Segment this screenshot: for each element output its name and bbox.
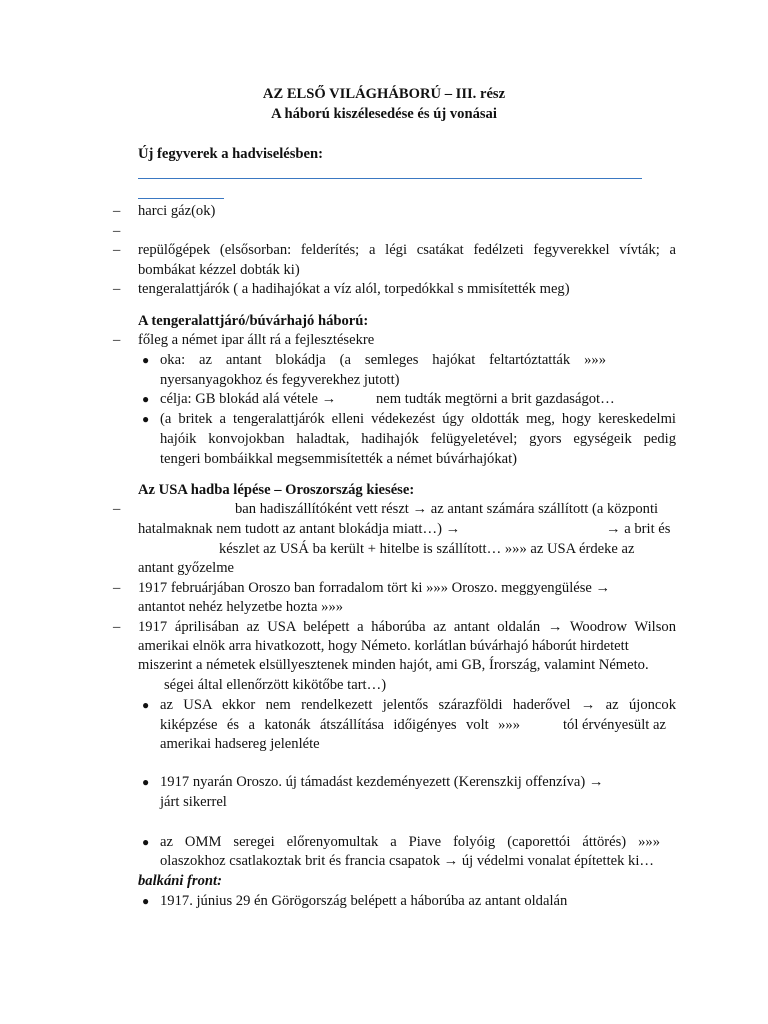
blank-line-rule bbox=[138, 178, 642, 179]
list-item-continued: miszerint a németek elsüllyesztenek minden hajót, ami GB, Írország, valamint Németo. bbox=[138, 657, 649, 673]
dash-bullet: – bbox=[113, 223, 121, 239]
section-heading-submarine-war: A tengeralattjáró/búvárhajó háború: bbox=[138, 313, 369, 329]
section-heading-balkan-front: balkáni front: bbox=[138, 873, 222, 889]
list-item-continued: ségei által ellenőrzött kikötőbe tart…) bbox=[164, 677, 387, 693]
bullet-item-continued: tengeri bombáikkal megsemmisítették a német búvárhajókat) bbox=[160, 451, 518, 467]
dash-bullet: – bbox=[113, 580, 121, 596]
paragraph-line: ban hadiszállítóként vett részt → az antant számára szállított (a központi bbox=[235, 501, 659, 517]
paragraph-line: hatalmaknak nem tudott az antant blokádja miatt…) → bbox=[138, 521, 461, 537]
bullet-item-continued: olaszokhoz csatlakoztak brit és francia csapatok → új védelmi vonalat építettek ki… bbox=[160, 853, 654, 869]
bullet-item: 1917 nyarán Oroszo. új támadást kezdeményezett (Kerenszkij offenzíva) → bbox=[160, 774, 604, 790]
document-subtitle: A háború kiszélesedése és új vonásai bbox=[271, 106, 497, 122]
bullet-dot: ● bbox=[142, 353, 150, 367]
dash-bullet: – bbox=[113, 501, 121, 517]
list-item: tengeralattjárók ( a hadihajókat a víz alól, torpedókkal s mmisítették meg) bbox=[138, 281, 570, 297]
bullet-item-continued: kiképzése és a katonák átszállítása időigényes volt »»» bbox=[160, 717, 520, 733]
list-item: 1917 áprilisában az USA belépett a háborúba az antant oldalán → Woodrow Wilson bbox=[138, 619, 676, 635]
bullet-dot: ● bbox=[142, 835, 150, 849]
bullet-dot: ● bbox=[142, 698, 150, 712]
list-item-continued: bombákat kézzel dobták ki) bbox=[138, 262, 300, 278]
dash-bullet: – bbox=[113, 203, 121, 219]
bullet-dot: ● bbox=[142, 412, 150, 426]
list-item: harci gáz(ok) bbox=[138, 203, 216, 219]
bullet-item: célja: GB blokád alá vétele → bbox=[160, 391, 337, 407]
document-title: AZ ELSŐ VILÁGHÁBORÚ – III. rész bbox=[262, 86, 506, 102]
paragraph-line: készlet az USÁ ba került + hitelbe is szállított… »»» az USA érdeke az bbox=[219, 541, 635, 557]
dash-bullet: – bbox=[113, 281, 121, 297]
bullet-dot: ● bbox=[142, 894, 150, 908]
bullet-item: oka: az antant blokádja (a semleges hajókat feltartóztatták »»» bbox=[160, 352, 606, 368]
list-item-continued: antantot nehéz helyzetbe hozta »»» bbox=[138, 599, 344, 615]
paragraph-line-part: → a brit és bbox=[606, 521, 671, 537]
bullet-item: (a britek a tengeralattjárók elleni védekezést úgy oldották meg, hogy kereskedelmi bbox=[160, 411, 676, 427]
list-item: főleg a német ipar állt rá a fejlesztésekre bbox=[138, 332, 375, 348]
list-item: repülőgépek (elsősorban: felderítés; a légi csatákat fedélzeti fegyverekkel vívták; a bbox=[138, 242, 676, 258]
bullet-item-continued: hajóik konvojokban haladtak, hadihajók felügyeletével; gyors egységeik pedig bbox=[160, 431, 676, 447]
list-item-continued: amerikai elnök arra hivatkozott, hogy Németo. korlátlan búvárhajó háborút hirdetett bbox=[138, 638, 629, 654]
bullet-item: 1917. június 29 én Görögország belépett a háborúba az antant oldalán bbox=[160, 893, 568, 909]
section-heading-weapons: Új fegyverek a hadviselésben: bbox=[138, 146, 323, 162]
bullet-dot: ● bbox=[142, 392, 150, 406]
bullet-item: az OMM seregei előrenyomultak a Piave folyóig (caporettói áttörés) »»» bbox=[160, 834, 660, 850]
bullet-item: az USA ekkor nem rendelkezett jelentős szárazföldi haderővel → az újoncok bbox=[160, 697, 676, 713]
dash-bullet: – bbox=[113, 619, 121, 635]
bullet-dot: ● bbox=[142, 775, 150, 789]
bullet-item-continued: amerikai hadsereg jelenléte bbox=[160, 736, 320, 752]
bullet-item-continued: nyersanyagokhoz és fegyverekhez jutott) bbox=[160, 372, 400, 388]
dash-bullet: – bbox=[113, 242, 121, 258]
list-item: 1917 februárjában Oroszo ban forradalom tört ki »»» Oroszo. meggyengülése → bbox=[138, 580, 611, 596]
section-heading-usa: Az USA hadba lépése – Oroszország kiesése: bbox=[138, 482, 415, 498]
paragraph-line: antant győzelme bbox=[138, 560, 235, 576]
bullet-item-part: nem tudták megtörni a brit gazdaságot… bbox=[376, 391, 615, 407]
bullet-item-continued: járt sikerrel bbox=[160, 794, 227, 810]
blank-line-rule-short bbox=[138, 198, 224, 199]
dash-bullet: – bbox=[113, 332, 121, 348]
bullet-item-part: tól érvényesült az bbox=[563, 717, 666, 733]
